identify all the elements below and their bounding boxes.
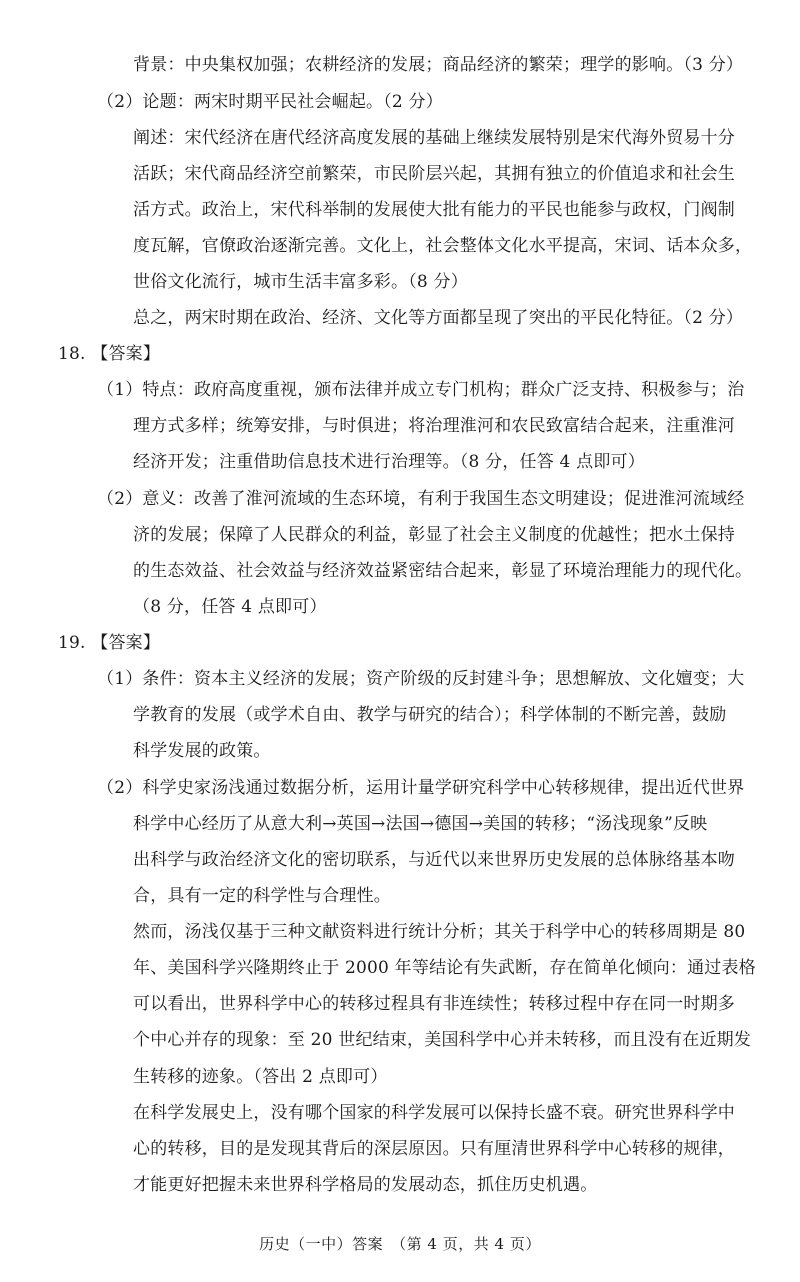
text-line: 阐述：宋代经济在唐代经济高度发展的基础上继续发展特别是宋代海外贸易十分 <box>133 128 735 148</box>
text-line: 济的发展；保障了人民群众的利益，彰显了社会主义制度的优越性；把水土保持 <box>133 525 735 545</box>
text-line: 合，具有一定的科学性与合理性。 <box>133 886 391 906</box>
text-line: 年、美国科学兴隆期终止于 2000 年等结论有失武断，存在简单化倾向：通过表格 <box>133 958 756 978</box>
section-heading: 18. 【答案】 <box>58 344 161 364</box>
section-heading: 19. 【答案】 <box>58 633 161 653</box>
text-line: 背景：中央集权加强；农耕经济的发展；商品经济的繁荣；理学的影响。（3 分） <box>133 55 744 75</box>
text-line: 总之，两宋时期在政治、经济、文化等方面都呈现了突出的平民化特征。（2 分） <box>133 308 744 328</box>
text-line: 然而，汤浅仅基于三种文献资料进行统计分析；其关于科学中心的转移周期是 80 <box>133 922 746 942</box>
text-line: 经济开发；注重借助信息技术进行治理等。（8 分，任答 4 点即可） <box>133 452 645 472</box>
text-line: （1）特点：政府高度重视，颁布法律并成立专门机构；群众广泛支持、积极参与；治 <box>97 380 745 400</box>
text-line: （2）论题：两宋时期平民社会崛起。（2 分） <box>97 92 443 112</box>
text-line: 才能更好把握未来世界科学格局的发展动态，抓住历史机遇。 <box>133 1175 598 1195</box>
text-line: （2）意义：改善了淮河流域的生态环境，有利于我国生态文明建设；促进淮河流域经 <box>97 489 745 509</box>
text-line: 个中心并存的现象：至 20 世纪结束，美国科学中心并未转移，而且没有在近期发 <box>133 1030 752 1050</box>
text-line: 在科学发展史上，没有哪个国家的科学发展可以保持长盛不衰。研究世界科学中 <box>133 1103 735 1123</box>
page-footer: 历史（一中）答案 （第 4 页，共 4 页） <box>259 1235 541 1253</box>
text-line: 出科学与政治经济文化的密切联系，与近代以来世界历史发展的总体脉络基本吻 <box>133 850 735 870</box>
text-line: （1）条件：资本主义经济的发展；资产阶级的反封建斗争；思想解放、文化嬗变；大 <box>97 669 745 689</box>
text-line: 理方式多样；统筹安排，与时俱进；将治理淮河和农民致富结合起来，注重淮河 <box>133 416 735 436</box>
text-line: 科学中心经历了从意大利→英国→法国→德国→美国的转移；“汤浅现象”反映 <box>133 814 708 834</box>
text-line: 的生态效益、社会效益与经济效益紧密结合起来，彰显了环境治理能力的现代化。 <box>133 561 753 581</box>
text-line: 度瓦解，官僚政治逐渐完善。文化上，社会整体文化水平提高，宋词、话本众多， <box>133 236 753 256</box>
text-line: 世俗文化流行，城市生活丰富多彩。（8 分） <box>133 272 468 292</box>
text-line: 生转移的迹象。（答出 2 点即可） <box>133 1067 388 1087</box>
text-line: （8 分，任答 4 点即可） <box>133 597 327 617</box>
text-line: 心的转移，目的是发现其背后的深层原因。只有厘清世界科学中心转移的规律， <box>133 1139 735 1159</box>
text-line: 学教育的发展（或学术自由、教学与研究的结合）；科学体制的不断完善，鼓励 <box>133 705 727 725</box>
text-line: （2）科学史家汤浅通过数据分析，运用计量学研究科学中心转移规律，提出近代世界 <box>97 778 745 798</box>
text-line: 可以看出，世界科学中心的转移过程具有非连续性；转移过程中存在同一时期多 <box>133 994 735 1014</box>
text-line: 活方式。政治上，宋代科举制的发展使大批有能力的平民也能参与政权，门阀制 <box>133 200 735 220</box>
text-line: 活跃；宋代商品经济空前繁荣，市民阶层兴起，其拥有独立的价值追求和社会生 <box>133 164 735 184</box>
text-line: 科学发展的政策。 <box>133 741 271 761</box>
